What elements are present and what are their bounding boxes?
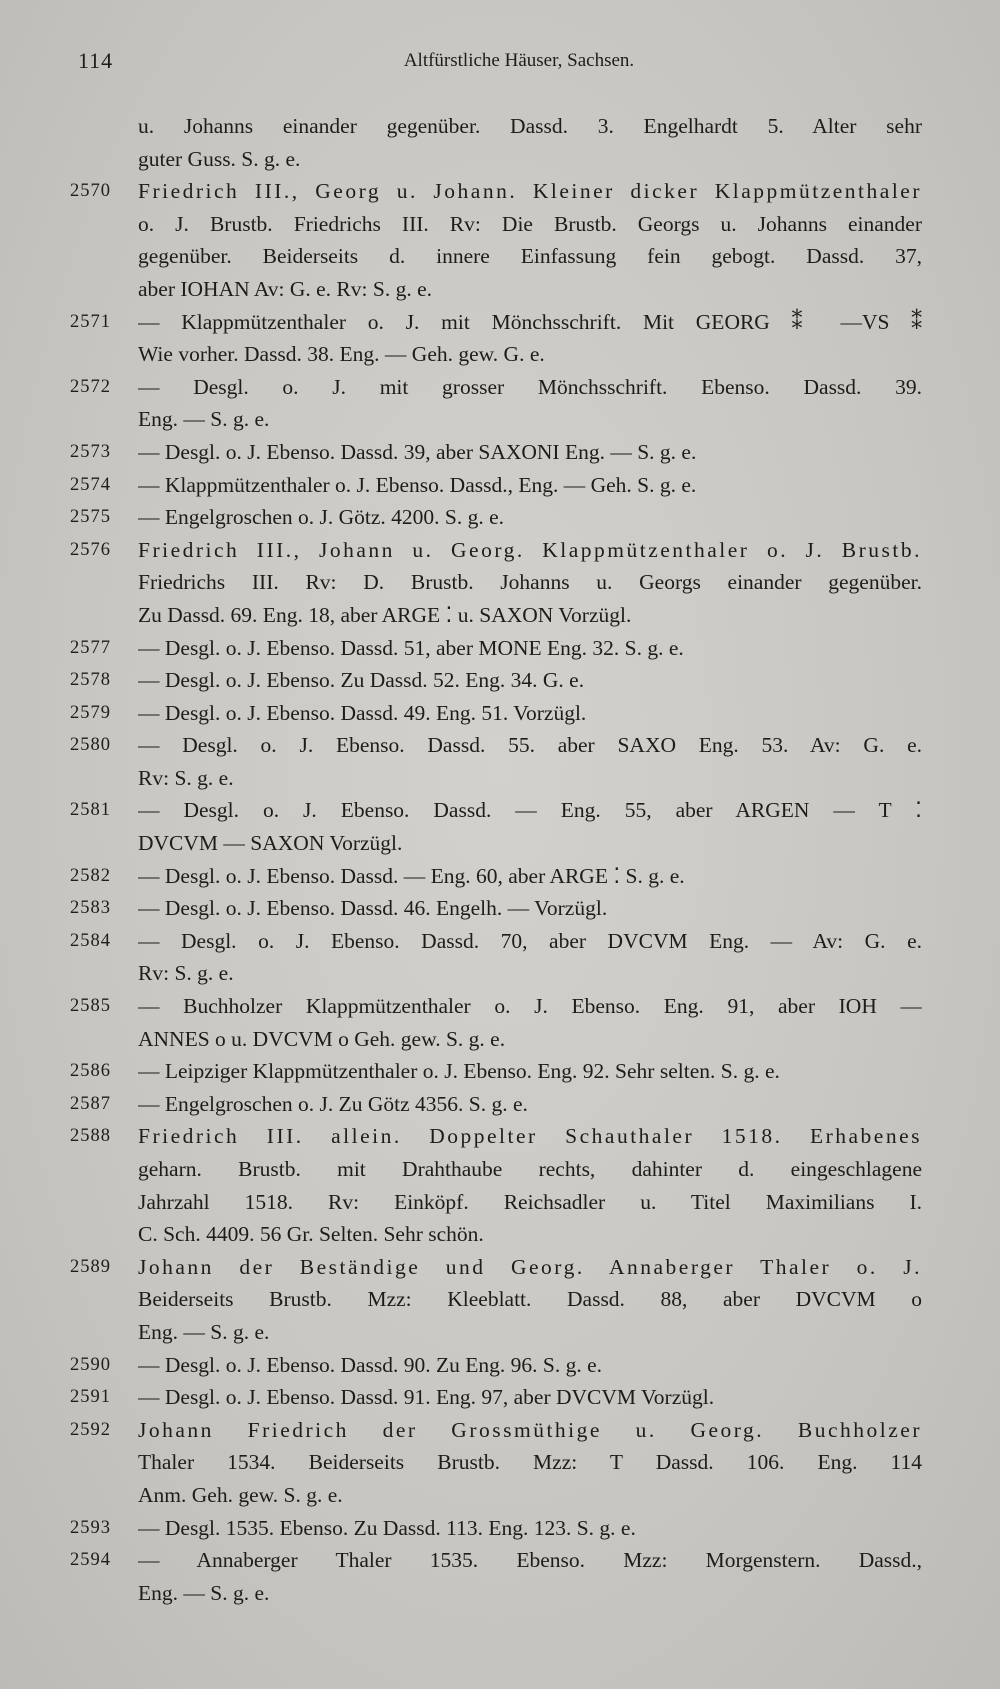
entry-text: [138, 371, 922, 436]
entry-line: — Buchholzer Klappmützenthaler o. J. Ebenso. Eng. 91, aber IOH —: [138, 994, 922, 1019]
catalogue-entry: [70, 436, 922, 469]
catalogue-entry: [70, 534, 922, 632]
entry-line: guter Guss. S. g. e.: [138, 146, 301, 171]
entry-line: — Desgl. o. J. Ebenso. Dassd. 39, aber SAXONI Eng. — S. g. e.: [138, 439, 697, 464]
entry-line: — Engelgroschen o. J. Götz. 4200. S. g. e.: [138, 505, 505, 530]
entry-text: [138, 632, 922, 665]
entry-line: ANNES o u. DVCVM o Geh. gew. S. g. e.: [138, 1026, 506, 1051]
entry-line: Rv: S. g. e.: [138, 765, 234, 790]
entry-number: 2591: [70, 1387, 111, 1408]
entry-text: [138, 1381, 922, 1414]
catalogue-entry: [70, 1512, 922, 1545]
catalogue-entry: [70, 729, 922, 794]
entry-line: — Desgl. o. J. mit grosser Mönchsschrift. Ebenso. Dassd. 39.: [138, 374, 922, 399]
catalogue-entry: [70, 1414, 922, 1512]
entry-text: [138, 1349, 922, 1382]
entry-line: — Leipziger Klappmützenthaler o. J. Ebenso. Eng. 92. Sehr selten. S. g. e.: [138, 1059, 780, 1084]
catalogue-entry: [70, 925, 922, 990]
entry-text: [138, 794, 922, 859]
entry-line: — Desgl. o. J. Ebenso. Dassd. 91. Eng. 97, aber DVCVM Vorzügl.: [138, 1385, 715, 1410]
catalogue-entry: [70, 990, 922, 1055]
catalogue-entry: [70, 1088, 922, 1121]
entry-line: — Desgl. o. J. Ebenso. Dassd. — Eng. 60, aber ARGE ⁚ S. g. e.: [138, 863, 685, 888]
entry-line: — Desgl. o. J. Ebenso. Zu Dassd. 52. Eng. 34. G. e.: [138, 668, 585, 693]
entry-number: 2584: [70, 930, 111, 951]
entry-text: [138, 892, 922, 925]
catalogue-entry: [70, 1120, 922, 1250]
entry-line: Friedrich III. allein. Doppelter Schauthaler 1518. Erhabenes: [138, 1124, 922, 1149]
catalogue-entry: [70, 1251, 922, 1349]
catalogue-entry: [70, 1381, 922, 1414]
catalogue-entry: [70, 1544, 922, 1609]
entry-text: [138, 1251, 922, 1349]
page-header: [78, 48, 940, 78]
entry-line: Thaler 1534. Beiderseits Brustb. Mzz: T Dassd. 106. Eng. 114: [138, 1450, 922, 1475]
entry-line: u. Johanns einander gegenüber. Dassd. 3. Engelhardt 5. Alter sehr: [138, 114, 922, 138]
entry-line: — Desgl. o. J. Ebenso. Dassd. 55. aber SAXO Eng. 53. Av: G. e.: [138, 733, 922, 758]
catalogue-entry: [70, 1055, 922, 1088]
entry-text: [138, 729, 922, 794]
entry-text: [138, 1055, 922, 1088]
catalogue-entry: [70, 794, 922, 859]
entry-number: 2594: [70, 1550, 111, 1571]
catalogue-entry: [70, 469, 922, 502]
entry-line: geharn. Brustb. mit Drahthaube rechts, dahinter d. eingeschlagene: [138, 1157, 922, 1181]
catalogue-entry: [70, 632, 922, 665]
catalogue-entry: [70, 306, 922, 371]
entry-line: Jahrzahl 1518. Rv: Einköpf. Reichsadler u. Titel Maximilians I.: [138, 1189, 922, 1214]
running-title: Altfürstliche Häuser, Sachsen.: [403, 50, 635, 71]
entry-line: — Desgl. o. J. Ebenso. Dassd. 51, aber MONE Eng. 32. S. g. e.: [138, 635, 684, 660]
entry-number: 2573: [70, 441, 111, 462]
entry-line: Friedrichs III. Rv: D. Brustb. Johanns u. Georgs einander gegenüber.: [138, 570, 922, 595]
entry-line: Zu Dassd. 69. Eng. 18, aber ARGE ⁚ u. SAXON Vorzügl.: [138, 602, 632, 627]
entry-text: [138, 1120, 922, 1250]
entry-number: 2577: [70, 637, 111, 658]
entry-text: [138, 925, 922, 990]
entry-text: [138, 534, 922, 632]
entry-text: [138, 697, 922, 730]
entry-text: [138, 436, 922, 469]
entry-line: — Desgl. o. J. Ebenso. Dassd. 46. Engelh. — Vorzügl.: [138, 896, 608, 921]
entry-line: C. Sch. 4409. 56 Gr. Selten. Sehr schön.: [138, 1222, 484, 1247]
entry-number: 2576: [70, 539, 111, 560]
catalogue-entry: [70, 371, 922, 436]
entry-line: Friedrich III., Johann u. Georg. Klappmützenthaler o. J. Brustb.: [138, 537, 922, 562]
entry-line: — Desgl. o. J. Ebenso. Dassd. 49. Eng. 51. Vorzügl.: [138, 700, 587, 725]
entry-line: Johann der Beständige und Georg. Annaberger Thaler o. J.: [138, 1254, 922, 1279]
entry-line: — Engelgroschen o. J. Zu Götz 4356. S. g. e.: [138, 1091, 528, 1116]
entry-number: 2570: [70, 181, 111, 202]
entry-text: [138, 664, 922, 697]
catalogue-entry: [70, 860, 922, 893]
entry-number: 2581: [70, 800, 111, 821]
entry-number: 2592: [70, 1419, 111, 1440]
entry-text: [138, 306, 922, 371]
entry-text: [138, 1544, 922, 1609]
entry-text: [138, 501, 922, 534]
entry-line: Johann Friedrich der Grossmüthige u. Georg. Buchholzer: [138, 1417, 922, 1442]
entry-text: [138, 860, 922, 893]
entry-line: — Desgl. o. J. Ebenso. Dassd. — Eng. 55, aber ARGEN — T ⁚: [138, 798, 922, 823]
entry-line: — Klappmützenthaler o. J. Ebenso. Dassd., Eng. — Geh. S. g. e.: [138, 472, 697, 497]
entry-number: 2585: [70, 996, 111, 1017]
entry-number: 2574: [70, 474, 111, 495]
entry-number: 2575: [70, 507, 111, 528]
entry-line: — Desgl. o. J. Ebenso. Dassd. 70, aber DVCVM Eng. — Av: G. e.: [138, 928, 922, 953]
entry-line: Rv: S. g. e.: [138, 961, 234, 986]
entry-line: — Desgl. o. J. Ebenso. Dassd. 90. Zu Eng. 96. S. g. e.: [138, 1352, 603, 1377]
entry-text: [138, 1088, 922, 1121]
entry-number: 2583: [70, 898, 111, 919]
entry-line: gegenüber. Beiderseits d. innere Einfassung fein gebogt. Dassd. 37,: [138, 244, 922, 269]
catalogue-entries: [70, 110, 922, 1609]
entry-line: Eng. — S. g. e.: [138, 407, 270, 432]
entry-line: — Annaberger Thaler 1535. Ebenso. Mzz: Morgenstern. Dassd.,: [138, 1548, 922, 1573]
catalogue-entry: [70, 892, 922, 925]
entry-line: DVCVM — SAXON Vorzügl.: [138, 831, 403, 856]
entry-line: aber IOHAN Av: G. e. Rv: S. g. e.: [138, 276, 432, 301]
catalogue-entry: [70, 664, 922, 697]
entry-number: 2582: [70, 865, 111, 886]
entry-number: 2593: [70, 1517, 111, 1538]
catalogue-entry: [70, 175, 922, 305]
entry-text: [138, 175, 922, 305]
entry-line: — Desgl. 1535. Ebenso. Zu Dassd. 113. Eng. 123. S. g. e.: [138, 1515, 636, 1540]
entry-line: Anm. Geh. gew. S. g. e.: [138, 1482, 343, 1507]
entry-line: Beiderseits Brustb. Mzz: Kleeblatt. Dassd. 88, aber DVCVM o: [138, 1287, 922, 1312]
catalogue-entry: [70, 110, 922, 175]
entry-number: 2572: [70, 376, 111, 397]
page-number: 114: [78, 48, 114, 73]
catalogue-entry: [70, 697, 922, 730]
entry-number: 2579: [70, 702, 111, 723]
entry-number: 2589: [70, 1256, 111, 1277]
entry-line: Eng. — S. g. e.: [138, 1580, 270, 1605]
entry-number: 2578: [70, 670, 111, 691]
entry-text: [138, 110, 922, 175]
catalogue-entry: [70, 1349, 922, 1382]
entry-line: o. J. Brustb. Friedrichs III. Rv: Die Brustb. Georgs u. Johanns einander: [138, 211, 922, 236]
entry-text: [138, 1512, 922, 1545]
entry-number: 2586: [70, 1061, 111, 1082]
entry-number: 2580: [70, 735, 111, 756]
entry-line: Friedrich III., Georg u. Johann. Kleiner dicker Klappmützenthaler: [138, 179, 922, 204]
catalogue-entry: [70, 501, 922, 534]
entry-text: [138, 469, 922, 502]
entry-line: — Klappmützenthaler o. J. mit Mönchsschrift. Mit GEORG ⁑ —VS ⁑: [138, 309, 922, 334]
entry-text: [138, 990, 922, 1055]
entry-number: 2587: [70, 1093, 111, 1114]
entry-line: Eng. — S. g. e.: [138, 1319, 270, 1344]
entry-text: [138, 1414, 922, 1512]
entry-line: Wie vorher. Dassd. 38. Eng. — Geh. gew. G. e.: [138, 342, 545, 367]
entry-number: 2590: [70, 1354, 111, 1375]
entry-number: 2571: [70, 311, 111, 332]
entry-number: 2588: [70, 1126, 111, 1147]
